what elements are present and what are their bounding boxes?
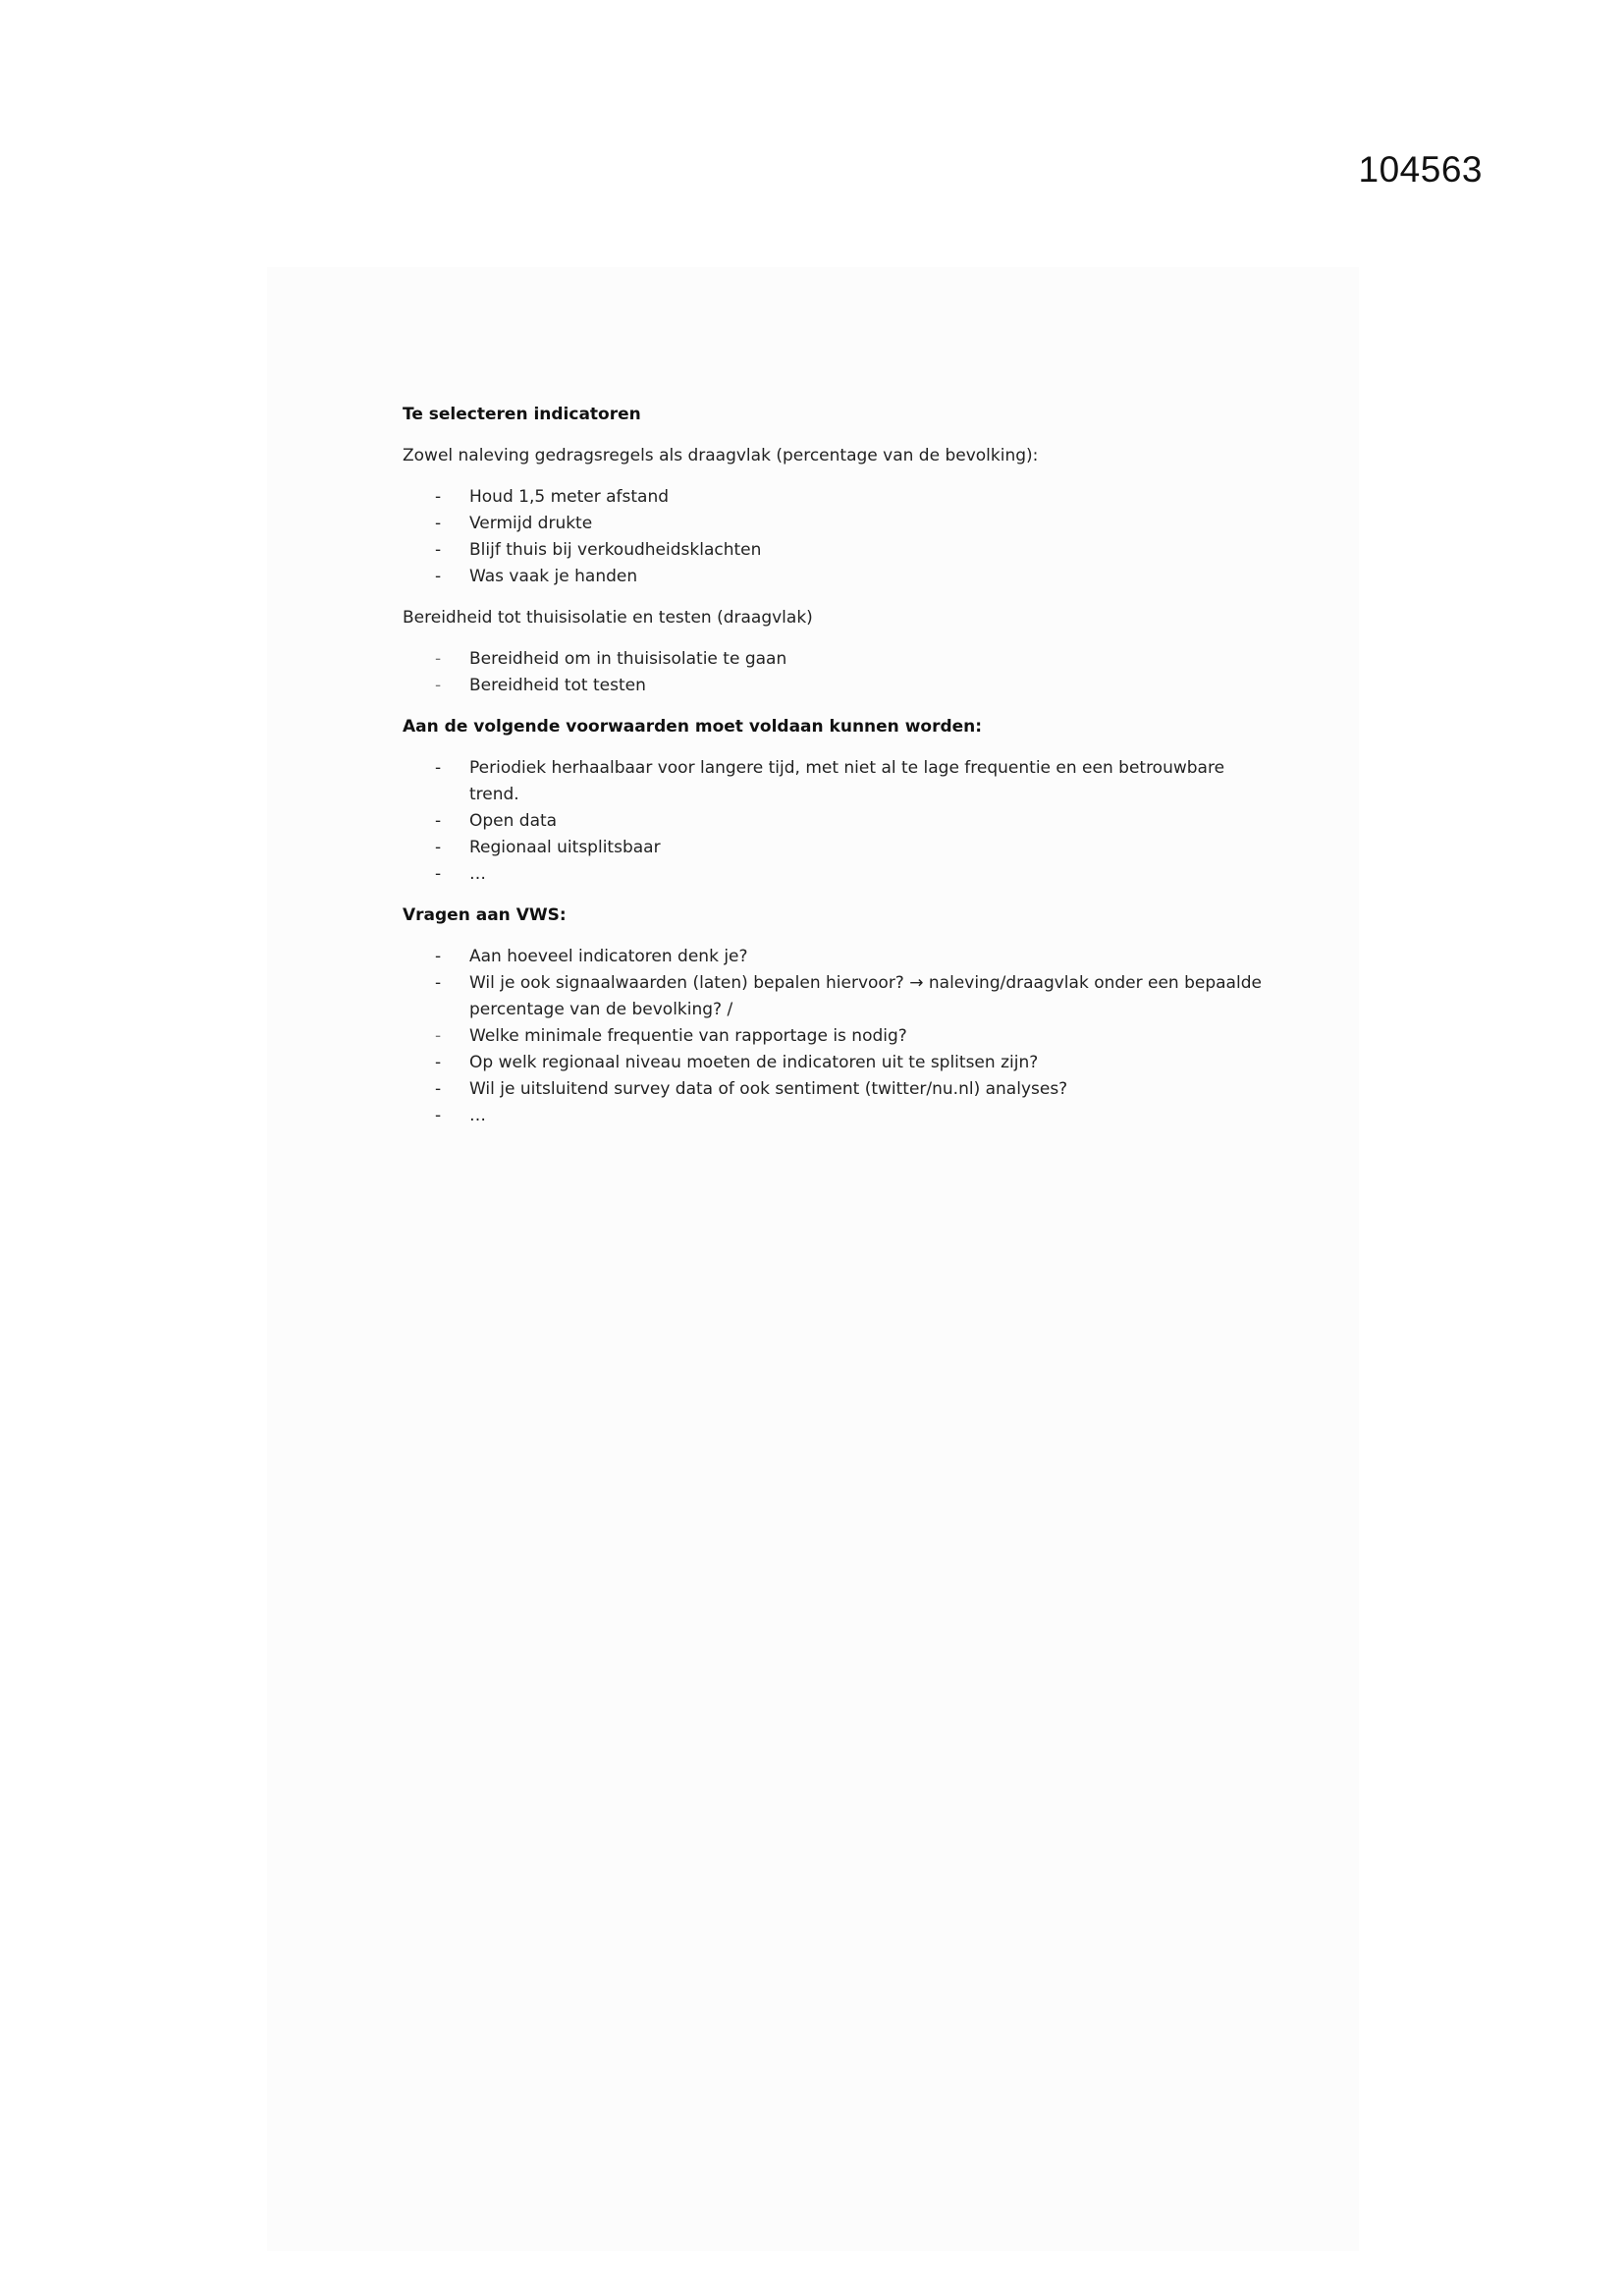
list-item-text: Wil je ook signaalwaarden (laten) bepalen hiervoor? → naleving/draagvlak onder een bepaalde percentage van de bevolking? / — [469, 973, 1262, 1019]
list-marker: - — [435, 973, 442, 993]
section-heading-questions: Vragen aan VWS: — [403, 905, 567, 925]
list-item-text: Wil je uitsluitend survey data of ook sentiment (twitter/nu.nl) analyses? — [469, 1079, 1068, 1099]
list-item — [403, 537, 1267, 564]
list-item — [403, 484, 1267, 511]
list-item — [403, 1076, 1267, 1103]
list-marker: - — [435, 487, 442, 507]
list-item-text: Aan hoeveel indicatoren denk je? — [469, 947, 748, 966]
list-marker: - — [435, 567, 442, 586]
questions-list — [403, 944, 1267, 1129]
section-heading-indicators: Te selecteren indicatoren — [403, 405, 641, 424]
indicator-list — [403, 484, 1267, 590]
list-marker: - — [435, 1079, 442, 1099]
list-item-text: Welke minimale frequentie van rapportage is nodig? — [469, 1026, 907, 1046]
list-item-text: Op welk regionaal niveau moeten de indicatoren uit te splitsen zijn? — [469, 1053, 1039, 1072]
list-item-text: … — [469, 1106, 486, 1125]
list-item — [403, 1023, 1267, 1050]
list-item — [403, 944, 1267, 970]
list-item — [403, 808, 1267, 835]
list-marker: - — [435, 811, 442, 831]
list-item — [403, 511, 1267, 537]
list-marker: - — [435, 864, 442, 884]
list-item — [403, 755, 1267, 808]
list-marker: - — [435, 947, 442, 966]
list-marker: - — [435, 1106, 442, 1125]
section-intro-willingness: Bereidheid tot thuisisolatie en testen (draagvlak) — [403, 608, 813, 628]
list-marker: - — [435, 758, 442, 778]
willingness-list — [403, 646, 1267, 699]
list-marker: - — [435, 514, 442, 533]
list-item — [403, 646, 1267, 673]
list-marker: - — [435, 1053, 442, 1072]
list-item — [403, 970, 1267, 1023]
document-number: 104563 — [1358, 149, 1483, 190]
list-item-text: Vermijd drukte — [469, 514, 593, 533]
list-item-text: … — [469, 864, 486, 884]
list-item-text: Blijf thuis bij verkoudheidsklachten — [469, 540, 762, 560]
list-item-text: Bereidheid om in thuisisolatie te gaan — [469, 649, 787, 669]
list-marker: - — [435, 838, 442, 857]
list-marker: - — [435, 540, 442, 560]
list-item-text: Open data — [469, 811, 558, 831]
conditions-list — [403, 755, 1267, 888]
list-item — [403, 1050, 1267, 1076]
list-item-text: Regionaal uitsplitsbaar — [469, 838, 661, 857]
list-item — [403, 1103, 1267, 1129]
document-body — [403, 402, 1267, 1144]
list-item — [403, 564, 1267, 590]
list-item-text: Was vaak je handen — [469, 567, 638, 586]
list-item-text: Houd 1,5 meter afstand — [469, 487, 670, 507]
list-marker: - — [435, 676, 442, 695]
list-item — [403, 673, 1267, 699]
list-item — [403, 861, 1267, 888]
list-item — [403, 835, 1267, 861]
list-item-text: Periodiek herhaalbaar voor langere tijd, met niet al te lage frequentie en een betrouwbare trend. — [469, 758, 1225, 804]
list-marker: - — [435, 1026, 442, 1046]
list-marker: - — [435, 649, 442, 669]
section-intro-compliance: Zowel naleving gedragsregels als draagvlak (percentage van de bevolking): — [403, 446, 1039, 465]
section-heading-conditions: Aan de volgende voorwaarden moet voldaan kunnen worden: — [403, 717, 983, 737]
list-item-text: Bereidheid tot testen — [469, 676, 646, 695]
